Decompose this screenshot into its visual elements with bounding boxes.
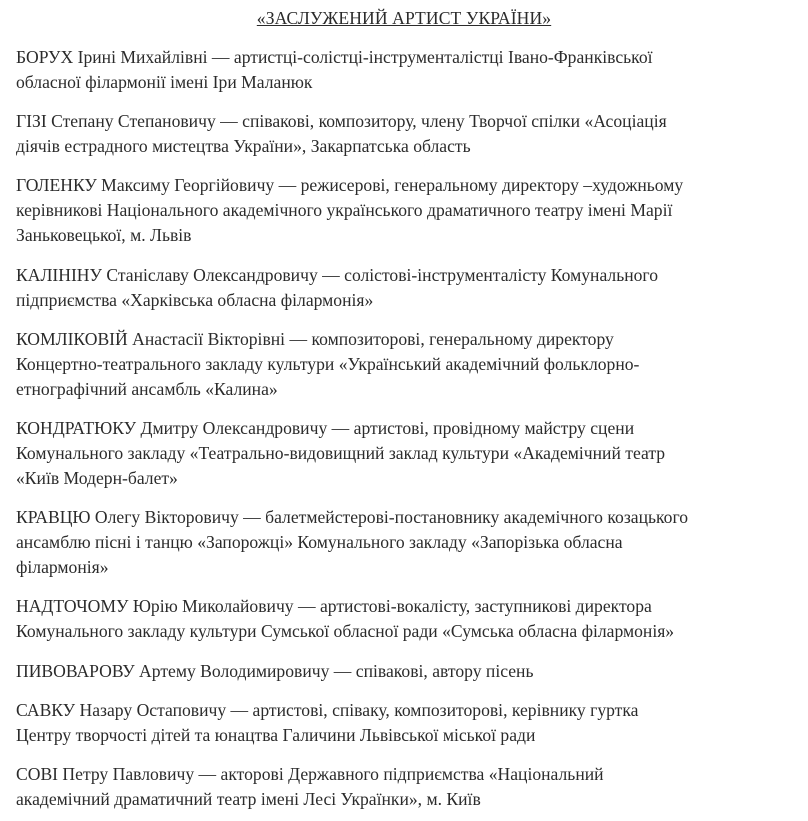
award-entry: [16, 594, 792, 644]
award-entry-line: ПИВОВАРОВУ Артему Володимировичу — співакові, автору пісень: [16, 660, 534, 681]
award-entry-line: філармонія»: [16, 557, 109, 578]
award-entry-line: КРАВЦЮ Олегу Вікторовичу — балетмейстерові-постановнику академічного козацького: [16, 507, 689, 528]
award-entry-line: Комунального закладу «Театрально-видовищний заклад культури «Академічний театр: [16, 442, 666, 463]
award-entry-line: Концертно-театрального закладу культури «Український академічний фольклорно-: [16, 353, 640, 374]
award-entry-line: «Київ Модерн-балет»: [16, 467, 178, 488]
award-entry-line: БОРУХ Ірині Михайлівні — артистці-солістці-інструменталістці Івано-Франківської: [16, 47, 653, 67]
award-entry-line: етнографічний ансамбль «Калина»: [16, 378, 278, 399]
award-entry-line: САВКУ Назару Остаповичу — артистові, співаку, композиторові, керівнику гуртка: [16, 699, 639, 720]
award-entry-line: ансамблю пісні і танцю «Запорожці» Комунального закладу «Запорізька обласна: [16, 532, 623, 553]
award-entry: [16, 762, 792, 812]
award-entry-line: керівникові Національного академічного українського драматичного театру імені Марії: [16, 200, 673, 221]
award-entry-line: КАЛІНІНУ Станіславу Олександровичу — солістові-інструменталісту Комунального: [16, 264, 659, 285]
award-entry: [16, 505, 792, 580]
award-entry-line: КОМЛІКОВІЙ Анастасії Вікторівні — композиторові, генеральному директору: [16, 328, 614, 349]
award-entry: [16, 659, 792, 684]
award-entry: [16, 416, 792, 491]
section-heading: «ЗАСЛУЖЕНИЙ АРТИСТ УКРАЇНИ»: [256, 8, 552, 28]
award-entry-line: Центру творчості дітей та юнацтва Галичини Львівської міської ради: [16, 724, 536, 745]
award-entry-line: СОВІ Петру Павловичу — акторові Державного підприємства «Національний: [16, 763, 604, 784]
award-entry-line: ГОЛЕНКУ Максиму Георгійовичу — режисерові, генеральному директору –художньому: [16, 175, 684, 196]
award-entry-line: ГІЗІ Степану Степановичу — співакові, композитору, члену Творчої спілки «Асоціація: [16, 111, 667, 132]
award-entry: [16, 263, 792, 313]
award-entry-line: обласної філармонії імені Іри Маланюк: [16, 72, 313, 92]
award-entry-line: НАДТОЧОМУ Юрію Миколайовичу — артистові-вокалісту, заступникові директора: [16, 596, 652, 617]
award-entry: [16, 109, 792, 159]
award-entry-line: підприємства «Харківська обласна філармонія»: [16, 289, 374, 310]
award-entry: [16, 327, 792, 402]
award-entry: [16, 698, 792, 748]
award-entry-line: КОНДРАТЮКУ Дмитру Олександровичу — артистові, провідному майстру сцени: [16, 417, 635, 438]
award-entry: [16, 173, 792, 248]
award-entry-line: діячів естрадного мистецтва України», Закарпатська область: [16, 136, 471, 157]
award-entry: [16, 45, 792, 95]
award-entry-line: Комунального закладу культури Сумської обласної ради «Сумська обласна філармонія»: [16, 621, 675, 642]
award-entry-line: Заньковецької, м. Львів: [16, 225, 192, 246]
award-list: [16, 45, 792, 812]
award-entry-line: академічний драматичний театр імені Лесі Українки», м. Київ: [16, 788, 481, 809]
